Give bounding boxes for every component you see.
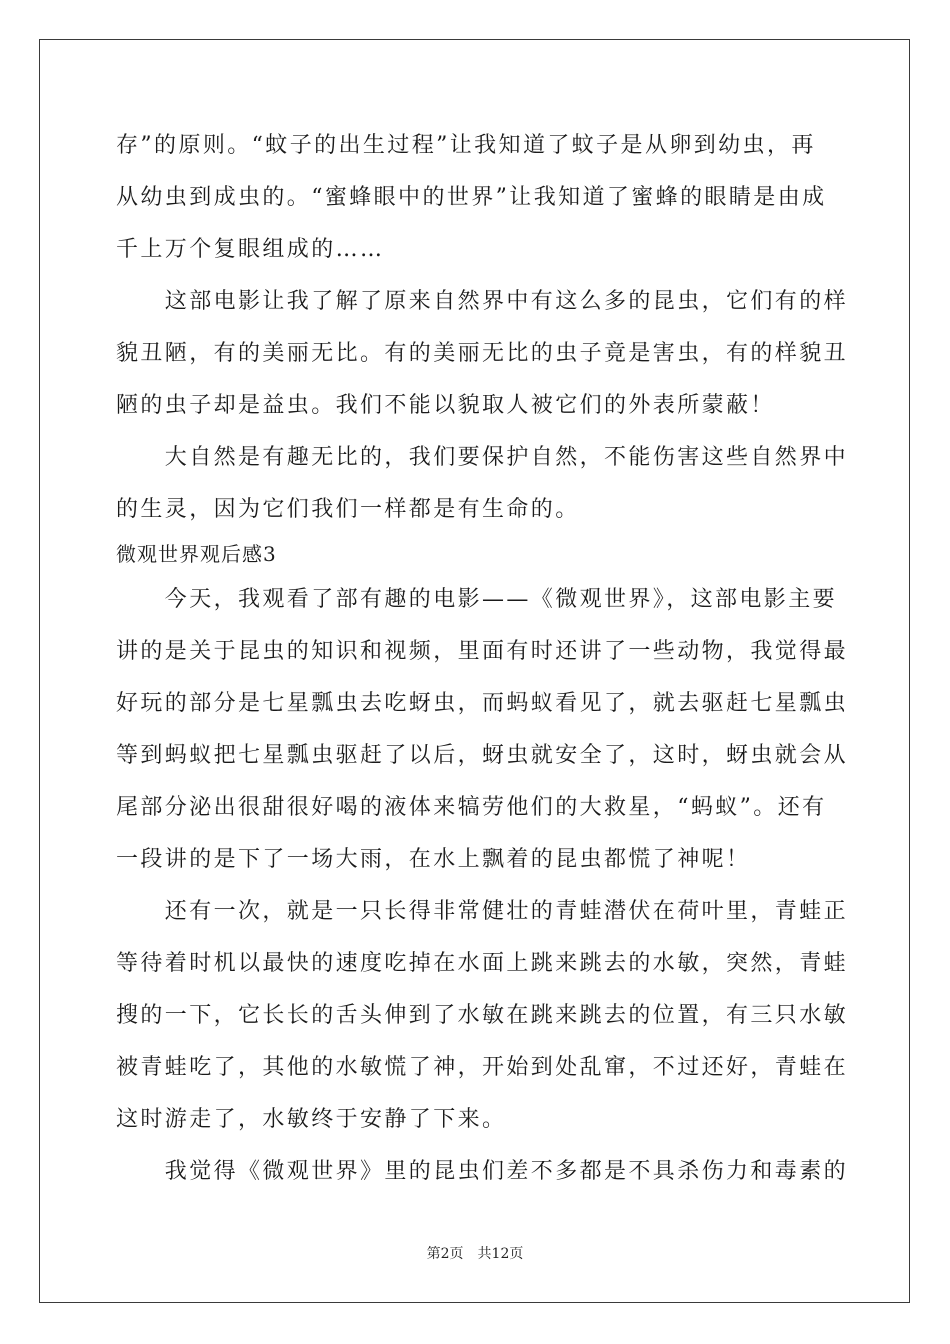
text-line: 还有一次，就是一只长得非常健壮的青蛙潜伏在荷叶里，青蛙正 <box>116 899 849 924</box>
text-line: 等待着时机以最快的速度吃掉在水面上跳来跳去的水敏，突然，青蛙 <box>116 951 849 976</box>
text-line: 大自然是有趣无比的，我们要保护自然，不能伤害这些自然界中 <box>116 445 849 470</box>
text-line: 貌丑陋，有的美丽无比。有的美丽无比的虫子竟是害虫，有的样貌丑 <box>116 341 849 366</box>
text-line: 尾部分泌出很甜很好喝的液体来犒劳他们的大救星，“蚂蚁”。还有 <box>116 795 827 820</box>
text-line: 今天，我观看了部有趣的电影——《微观世界》，这部电影主要 <box>116 587 838 612</box>
text-line: 这时游走了，水敏终于安静了下来。 <box>116 1107 507 1132</box>
text-line: 我觉得《微观世界》里的昆虫们差不多都是不具杀伤力和毒素的 <box>116 1159 849 1184</box>
text-line: 从幼虫到成虫的。“蜜蜂眼中的世界”让我知道了蜜蜂的眼睛是由成 <box>116 185 827 210</box>
text-line: 陋的虫子却是益虫。我们不能以貌取人被它们的外表所蒙蔽！ <box>116 393 775 418</box>
text-line: 一段讲的是下了一场大雨，在水上飘着的昆虫都慌了神呢！ <box>116 847 751 872</box>
text-line: 这部电影让我了解了原来自然界中有这么多的昆虫，它们有的样 <box>116 289 849 314</box>
text-line: 搜的一下，它长长的舌头伸到了水敏在跳来跳去的位置，有三只水敏 <box>116 1003 849 1028</box>
page-footer: 第2页 共12页 <box>426 1246 524 1262</box>
section-heading: 微观世界观后感3 <box>116 542 277 566</box>
text-line: 讲的是关于昆虫的知识和视频，里面有时还讲了一些动物，我觉得最 <box>116 639 849 664</box>
text-line: 等到蚂蚁把七星瓢虫驱赶了以后，蚜虫就安全了，这时，蚜虫就会从 <box>116 743 849 768</box>
text-line: 的生灵，因为它们我们一样都是有生命的。 <box>116 497 580 522</box>
text-line: 被青蛙吃了，其他的水敏慌了神，开始到处乱窜，不过还好，青蛙在 <box>116 1055 849 1080</box>
text-line: 存”的原则。“蚊子的出生过程”让我知道了蚊子是从卵到幼虫，再 <box>116 133 816 158</box>
text-line: 千上万个复眼组成的…… <box>116 237 385 262</box>
text-line: 好玩的部分是七星瓢虫去吃蚜虫，而蚂蚁看见了，就去驱赶七星瓢虫 <box>116 691 849 716</box>
